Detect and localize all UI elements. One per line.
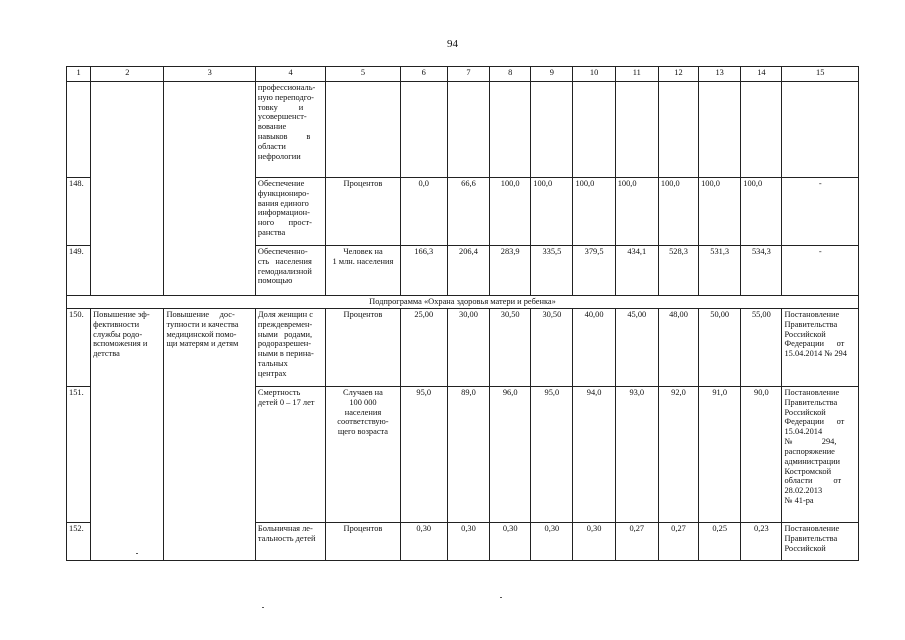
value-cell: 335,5: [531, 246, 573, 296]
value-cell: 0,30: [400, 523, 447, 561]
scan-speck: [262, 607, 264, 608]
column-number: 6: [400, 67, 447, 82]
scan-speck: [500, 597, 502, 598]
unit-cell: Процентов: [326, 178, 400, 246]
indicator-cell: профессиональ- ную переподго- товку и усовершенст- вование навыков в области нефрологии: [255, 82, 325, 178]
unit-cell: Человек на 1 млн. населения: [326, 246, 400, 296]
document-cell: Постановление Правительства Российской Федерации от 15.04.2014 № 294: [782, 309, 859, 387]
value-cell: 96,0: [490, 387, 531, 523]
column-number: 10: [573, 67, 615, 82]
row-number: 151.: [67, 387, 91, 523]
value-cell: 0,27: [615, 523, 658, 561]
indicator-cell: Обеспеченно- сть населения гемодиализной помощью: [255, 246, 325, 296]
unit-cell: Процентов: [326, 523, 400, 561]
value-cell: 92,0: [658, 387, 698, 523]
value-cell: 45,00: [615, 309, 658, 387]
value-cell: 100,0: [615, 178, 658, 246]
value-cell: 25,00: [400, 309, 447, 387]
value-cell: 206,4: [447, 246, 489, 296]
document-cell: -: [782, 178, 859, 246]
value-cell: 30,50: [490, 309, 531, 387]
value-cell: 0,30: [531, 523, 573, 561]
value-cell: 48,00: [658, 309, 698, 387]
value-cell: 50,00: [699, 309, 741, 387]
column-number: 11: [615, 67, 658, 82]
value-cell: 40,00: [573, 309, 615, 387]
value-cell: 100,0: [573, 178, 615, 246]
row-number: 152.: [67, 523, 91, 561]
value-cell: 166,3: [400, 246, 447, 296]
value-cell: 100,0: [741, 178, 782, 246]
unit-cell: Случаев на 100 000 населения соответствую- щего возраста: [326, 387, 400, 523]
value-cell: 0,30: [573, 523, 615, 561]
page-number: 94: [447, 38, 458, 50]
row-number: 148.: [67, 178, 91, 246]
value-cell: 0,0: [400, 178, 447, 246]
column-number: 7: [447, 67, 489, 82]
value-cell: 100,0: [658, 178, 698, 246]
value-cell: 434,1: [615, 246, 658, 296]
subprogram-row: [67, 296, 859, 309]
column-number: 5: [326, 67, 400, 82]
indicator-cell: Доля женщин с преждевремен- ными родами, родоразрешен- ными в перина- тальных центрах: [255, 309, 325, 387]
document-cell: Постановление Правительства Российской Федерации от 15.04.2014 № 294, распоряжение администрации Костромской области от 28.02.2013 № 41-ра: [782, 387, 859, 523]
document-cell: Постановление Правительства Российской: [782, 523, 859, 561]
value-cell: 100,0: [699, 178, 741, 246]
value-cell: 534,3: [741, 246, 782, 296]
column-number: 14: [741, 67, 782, 82]
row-number: 150.: [67, 309, 91, 387]
subprogram-title: Подпрограмма «Охрана здоровья матери и ребенка»: [67, 296, 859, 309]
column-number: 12: [658, 67, 698, 82]
column-number: 2: [91, 67, 164, 82]
goal-cell: Повышение эф- фективности службы родо- вспоможения и детства: [91, 309, 164, 561]
value-cell: 283,9: [490, 246, 531, 296]
value-cell: 0,30: [490, 523, 531, 561]
value-cell: 91,0: [699, 387, 741, 523]
table-row: [67, 309, 859, 387]
value-cell: 30,00: [447, 309, 489, 387]
column-number: 4: [255, 67, 325, 82]
row-number: 149.: [67, 246, 91, 296]
column-number: 1: [67, 67, 91, 82]
column-number: 9: [531, 67, 573, 82]
value-cell: 95,0: [531, 387, 573, 523]
indicator-cell: Обеспечение функциониро- вания единого информацион- ного прост- ранства: [255, 178, 325, 246]
value-cell: 100,0: [490, 178, 531, 246]
column-number: 3: [164, 67, 255, 82]
value-cell: 30,50: [531, 309, 573, 387]
column-number: 8: [490, 67, 531, 82]
scan-speck: [136, 553, 138, 554]
value-cell: 93,0: [615, 387, 658, 523]
indicator-cell: Больничная ле- тальность детей: [255, 523, 325, 561]
column-number: 13: [699, 67, 741, 82]
value-cell: 0,23: [741, 523, 782, 561]
value-cell: 100,0: [531, 178, 573, 246]
value-cell: 0,25: [699, 523, 741, 561]
value-cell: 379,5: [573, 246, 615, 296]
document-cell: -: [782, 246, 859, 296]
value-cell: 89,0: [447, 387, 489, 523]
value-cell: 94,0: [573, 387, 615, 523]
value-cell: 55,00: [741, 309, 782, 387]
task-cell: Повышение дос- тупности и качества медицинской помо- щи матерям и детям: [164, 309, 255, 561]
value-cell: 66,6: [447, 178, 489, 246]
indicators-table: [66, 66, 859, 561]
table-row: [67, 82, 859, 178]
value-cell: 95,0: [400, 387, 447, 523]
value-cell: 90,0: [741, 387, 782, 523]
value-cell: 531,3: [699, 246, 741, 296]
column-number-row: [67, 67, 859, 82]
unit-cell: Процентов: [326, 309, 400, 387]
column-number: 15: [782, 67, 859, 82]
value-cell: 528,3: [658, 246, 698, 296]
value-cell: 0,30: [447, 523, 489, 561]
value-cell: 0,27: [658, 523, 698, 561]
indicator-cell: Смертность детей 0 – 17 лет: [255, 387, 325, 523]
